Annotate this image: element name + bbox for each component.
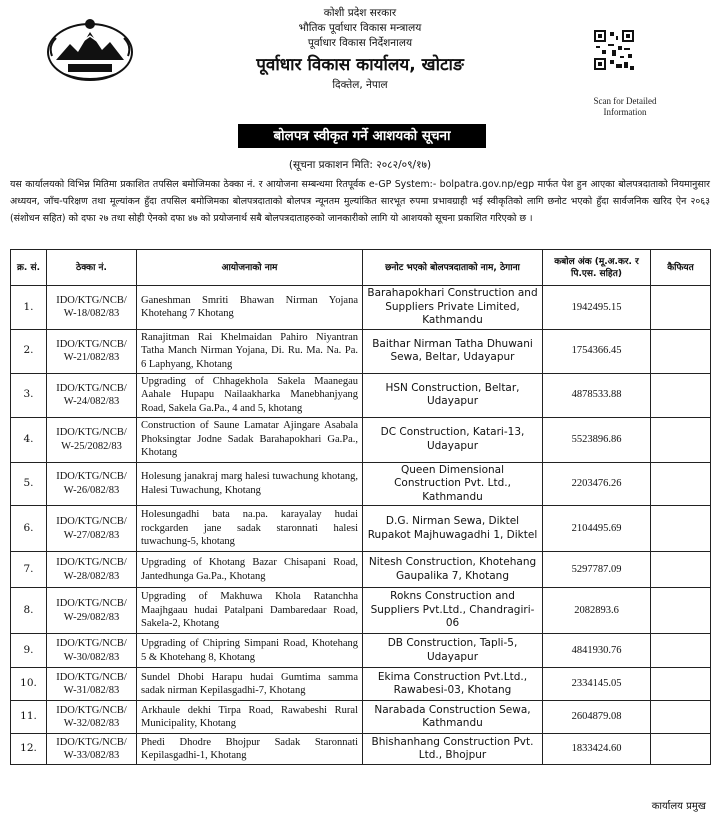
table-row <box>11 701 711 734</box>
project-name-cell: Arkhaule dekhi Tirpa Road, Rawabeshi Rural Municipality, Khotang <box>137 701 363 734</box>
contract-no-cell: IDO/KTG/NCB/ W-21/082/83 <box>47 329 137 373</box>
office-chief-signature-label: कार्यालय प्रमुख <box>651 801 706 812</box>
award-table <box>10 249 711 765</box>
bidder-cell: Bhishanhang Construction Pvt. Ltd., Bhojpur <box>363 734 543 765</box>
project-name-cell: Upgrading of Khotang Bazar Chisapani Road, Jantedhunga Ga.Pa., Khotang <box>137 552 363 588</box>
table-row <box>11 634 711 668</box>
bidder-cell: Rokns Construction and Suppliers Pvt.Ltd., Chandragiri-06 <box>363 588 543 634</box>
remarks-cell <box>651 417 711 462</box>
bidder-cell: Nitesh Construction, Khotehang Gaupalika 7, Khotang <box>363 552 543 588</box>
project-name-cell: Upgrading of Makhuwa Khola Ratanchha Maajhgaau hudai Patalpani Dambaredaar Road, Sakela-2, Khotang <box>137 588 363 634</box>
bid-amount-cell: 5523896.86 <box>543 417 651 462</box>
bid-amount-cell: 2203476.26 <box>543 462 651 506</box>
bidder-cell: Queen Dimensional Construction Pvt. Ltd., Kathmandu <box>363 462 543 506</box>
remarks-cell <box>651 552 711 588</box>
bidder-cell: D.G. Nirman Sewa, Diktel Rupakot Majhuwagadhi 1, Diktel <box>363 506 543 552</box>
remarks-cell <box>651 286 711 330</box>
table-row <box>11 373 711 417</box>
header-contract-no: ठेक्का नं. <box>47 250 137 286</box>
remarks-cell <box>651 734 711 765</box>
bid-amount-cell: 2104495.69 <box>543 506 651 552</box>
bid-amount-cell: 4841930.76 <box>543 634 651 668</box>
serial-cell: 11. <box>11 701 47 734</box>
serial-cell: 12. <box>11 734 47 765</box>
header-bidder: छनोट भएको बोलपत्रदाताको नाम, ठेगाना <box>363 250 543 286</box>
government-name: कोशी प्रदेश सरकार <box>323 7 397 19</box>
bidder-cell: Barahapokhari Construction and Suppliers Private Limited, Kathmandu <box>363 286 543 330</box>
table-row <box>11 734 711 765</box>
serial-cell: 2. <box>11 329 47 373</box>
issuing-authority <box>180 6 540 93</box>
contract-no-cell: IDO/KTG/NCB/ W-27/082/83 <box>47 506 137 552</box>
bidder-cell: DC Construction, Katari-13, Udayapur <box>363 417 543 462</box>
bidder-cell: HSN Construction, Beltar, Udayapur <box>363 373 543 417</box>
contract-no-cell: IDO/KTG/NCB/ W-25/2082/83 <box>47 417 137 462</box>
office-title: पूर्वाधार विकास कार्यालय, खोटाङ <box>256 55 464 75</box>
table-row <box>11 462 711 506</box>
table-header-row <box>11 250 711 286</box>
bidder-cell: Ekima Construction Pvt.Ltd., Rawabesi-03, Khotang <box>363 668 543 701</box>
qr-caption: Scan for Detailed Information <box>593 96 657 117</box>
bid-amount-cell: 2334145.05 <box>543 668 651 701</box>
contract-no-cell: IDO/KTG/NCB/ W-18/082/83 <box>47 286 137 330</box>
publication-date: (सूचना प्रकाशन मिति: २०८२/०९/१७) <box>288 159 432 171</box>
intro-paragraph: यस कार्यालयको विभिन्न मितिमा प्रकाशित तपसिल बमोजिमका ठेक्का नं. र आयोजना सम्बन्धमा रितपूर्वक e-GP System:- bolpatra.gov.np/egp मार्फत पेश हुन आएका बोलपत्रदाताको नियमानुसार अध्ययन, जाँच-परिक्षण तथा मूल्यांकन हुँदा तपसिल बमोजिमका बोलपत्रदाताको बोलपत्र न्यूनतम मुल्यांकित सारभूत रुपमा प्रभावग्राही भई स्वीकृतिको लागि छनोट भएको हुँदा सार्वजनिक खरिद ऐन २०६३ (संशोधन सहित) को दफा २७ तथा सोही ऐनको दफा ४७ को प्रयोजनार्थ सबै बोलपत्रदाताहरुको जानकारीको लागि यो आशयको सूचना प्रकाशित गरिएको छ । <box>10 179 710 224</box>
contract-no-cell: IDO/KTG/NCB/ W-24/082/83 <box>47 373 137 417</box>
directorate-name: पूर्वाधार विकास निर्देशनालय <box>307 37 413 49</box>
header-bid-amount: कबोल अंक (मू.अ.कर. र पि.एस. सहित) <box>543 250 651 286</box>
remarks-cell <box>651 668 711 701</box>
project-name-cell: Ganeshman Smriti Bhawan Nirman Yojana Khotehang 7 Khotang <box>137 286 363 330</box>
bid-amount-cell: 1833424.60 <box>543 734 651 765</box>
project-name-cell: Holesungadhi bata na.pa. karayalay hudai rockgarden jane sadak staronnati halesi tuwachung-5, khotang <box>137 506 363 552</box>
nepal-emblem-icon <box>46 16 134 84</box>
contract-no-cell: IDO/KTG/NCB/ W-32/082/83 <box>47 701 137 734</box>
remarks-cell <box>651 634 711 668</box>
serial-cell: 4. <box>11 417 47 462</box>
header-remarks: कैफियत <box>651 250 711 286</box>
remarks-cell <box>651 462 711 506</box>
serial-cell: 3. <box>11 373 47 417</box>
remarks-cell <box>651 373 711 417</box>
bidder-cell: DB Construction, Tapli-5, Udayapur <box>363 634 543 668</box>
serial-cell: 8. <box>11 588 47 634</box>
serial-cell: 10. <box>11 668 47 701</box>
table-row <box>11 552 711 588</box>
contract-no-cell: IDO/KTG/NCB/ W-28/082/83 <box>47 552 137 588</box>
serial-cell: 9. <box>11 634 47 668</box>
contract-no-cell: IDO/KTG/NCB/ W-29/082/83 <box>47 588 137 634</box>
bid-amount-cell: 5297787.09 <box>543 552 651 588</box>
serial-cell: 6. <box>11 506 47 552</box>
contract-no-cell: IDO/KTG/NCB/ W-33/082/83 <box>47 734 137 765</box>
qr-code-icon <box>594 30 634 70</box>
project-name-cell: Holesung janakraj marg halesi tuwachung khotang, Halesi Tuwachung, Khotang <box>137 462 363 506</box>
contract-no-cell: IDO/KTG/NCB/ W-30/082/83 <box>47 634 137 668</box>
notice-header <box>0 0 720 160</box>
remarks-cell <box>651 588 711 634</box>
bid-amount-cell: 2604879.08 <box>543 701 651 734</box>
project-name-cell: Phedi Dhodre Bhojpur Sadak Staronnati Kepilasgadhi-1, Khotang <box>137 734 363 765</box>
table-row <box>11 506 711 552</box>
project-name-cell: Upgrading of Chhagekhola Sakela Maanegau Aahale Hupapu Nailaakharka Manebhanjyang Road, Sakela Ga.Pa., 4 and 5, khotang <box>137 373 363 417</box>
bid-amount-cell: 1754366.45 <box>543 329 651 373</box>
serial-cell: 7. <box>11 552 47 588</box>
bidder-cell: Baithar Nirman Tatha Dhuwani Sewa, Beltar, Udayapur <box>363 329 543 373</box>
project-name-cell: Sundel Dhobi Harapu hudai Gumtima samma sadak nirman Kepilasgadhi-7, Khotang <box>137 668 363 701</box>
office-place: दिक्तेल, नेपाल <box>332 79 388 91</box>
ministry-name: भौतिक पूर्वाधार विकास मन्त्रालय <box>298 22 422 34</box>
bid-amount-cell: 4878533.88 <box>543 373 651 417</box>
project-name-cell: Construction of Saune Lamatar Ajingare Asabala Phoksingtar Jodne Sadak Barahapokhari Ga.Pa., Khotang <box>137 417 363 462</box>
serial-cell: 1. <box>11 286 47 330</box>
bid-amount-cell: 1942495.15 <box>543 286 651 330</box>
table-row <box>11 329 711 373</box>
table-row <box>11 286 711 330</box>
bidder-cell: Narabada Construction Sewa, Kathmandu <box>363 701 543 734</box>
remarks-cell <box>651 329 711 373</box>
contract-no-cell: IDO/KTG/NCB/ W-26/082/83 <box>47 462 137 506</box>
bid-amount-cell: 2082893.6 <box>543 588 651 634</box>
header-project-name: आयोजनाको नाम <box>137 250 363 286</box>
remarks-cell <box>651 701 711 734</box>
remarks-cell <box>651 506 711 552</box>
serial-cell: 5. <box>11 462 47 506</box>
project-name-cell: Upgrading of Chipring Simpani Road, Khotehang 5 & Khotehang 8, Khotang <box>137 634 363 668</box>
header-serial: क्र. सं. <box>11 250 47 286</box>
contract-no-cell: IDO/KTG/NCB/ W-31/082/83 <box>47 668 137 701</box>
table-row <box>11 588 711 634</box>
table-row <box>11 417 711 462</box>
notice-title: बोलपत्र स्वीकृत गर्ने आशयको सूचना <box>238 124 486 148</box>
table-row <box>11 668 711 701</box>
project-name-cell: Ranajitman Rai Khelmaidan Pahiro Niyantran Tatha Manch Nirman Yojana, Di. Ru. Ma. Na. Pa. 6 Laphyang, Khotang <box>137 329 363 373</box>
